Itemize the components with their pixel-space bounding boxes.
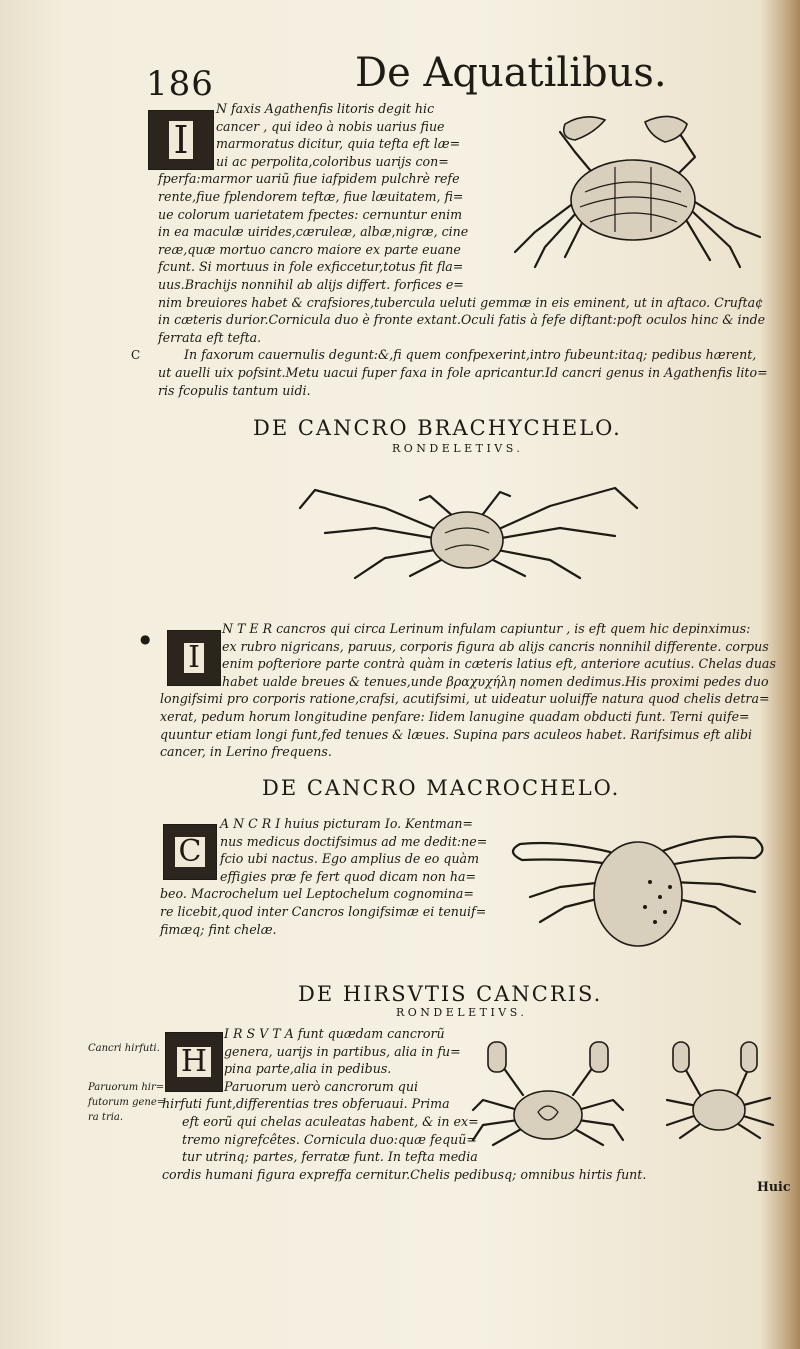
page-number: 186	[146, 64, 214, 104]
hirsute-crab-figure-1	[468, 1040, 628, 1150]
section3-text: A N C R I huius picturam Io. Kentman= nus medicus doctifsimus ad me dedit:ne= fcio ubi nactus. Ego amplius de eo quàm effigies præ fe fert quod dicam non ha= beo. Macrochelum uel Leptochelum cognomina= re licebit,quod inter Cancros longifsimæ ei tenuif= fimæq; fint chelæ.	[160, 816, 488, 937]
crab-brachychelus-figure	[295, 478, 640, 583]
subheading-rondeletius-1: RONDELETIVS.	[392, 442, 524, 455]
hirsute-crab-figure-2	[655, 1040, 780, 1140]
drop-cap-h: H	[165, 1032, 223, 1092]
running-head: De Aquatilibus.	[355, 50, 667, 96]
margin-note-3: futorum gene=	[88, 1097, 166, 1108]
margin-letter: C	[131, 348, 141, 362]
subheading-rondeletius-2: RONDELETIVS.	[396, 1006, 528, 1019]
section2-text: N T E R cancros qui circa Lerinum infulam capiuntur , is eft quem hic depinximus: ex rubro nigricans, paruus, corporis figura ab alijs cancris nonnihil differente. corpus enim pofteriore parte contrà quàm in cæteris latius eft, anteriore acutius. Chelas duas habet ualde breues & tenues,unde βραχυχήλη nomen dedimus.His proximi pedes duo longifsimi pro corporis ratione,crafsi, acutifsimi, ut uideatur uoluiffe natura quod chelis detra= xerat, pedum horum longitudine penfare: Iidem lanugine quadam obducti funt. Terni quife= quuntur etiam longi funt,fed tenues & læues. Supina pars aculeos habet. Rarifsimus eft alibi cancer, in Lerino frequens.	[160, 621, 776, 760]
margin-note-4: ra tria.	[88, 1112, 124, 1123]
drop-cap-i-2: I	[167, 630, 221, 686]
crab-marmoratus-figure	[505, 112, 770, 272]
margin-note-1: Cancri hirfuti.	[88, 1043, 160, 1054]
drop-cap-c: C	[163, 824, 217, 880]
section4-text: I R S V T A funt quædam cancrorũ genera, uarijs in partibus, alia in fu= pina parte,alia in pedibus. Paruorum uerò cancrorum qui hirfuti funt,differentias tres obferuaui. Prima eft eorũ qui chelas aculeatas habent, & in ex= tremo nigrefcêtes. Cornicula duo:quæ fequũ= tur utrinq; partes, ferratæ funt. In tefta media cordis humani figura expreffa cernitur.Chelis pedibusq; omnibus hirtis funt.	[162, 1026, 647, 1182]
heading-macrochelo: DE CANCRO MACROCHELO.	[262, 776, 621, 800]
catchword: Huic	[757, 1179, 791, 1194]
section1-text: N faxis Agathenfis litoris degit hic cancer , qui ideo à nobis uarius fiue marmoratus dicitur, quia tefta eft læ= ui ac perpolita,coloribus uarijs con= fperfa:marmor uariũ fiue iafpidem pulchrè refe rente,fiue fplendorem teftæ, fiue læuitatem, fi= ue colorum uarietatem fpectes: cernuntur enim in ea maculæ uirides,cæruleæ, albæ,nigræ, cine reæ,quæ mortuo cancro maiore ex parte euane fcunt. Si mortuus in fole exficcetur,totus fit fla= uus.Brachijs nonnihil ab alijs differt. forfices e= nim breuiores habet & crafsiores,tubercula ueluti gemmæ in eis eminent, ut in aftaco. Crufta¢ in cæteris durior.Cornicula duo è fronte extant.Oculi fatis à fefe diftant:poft oculos hinc & inde ferrata eft tefta. In faxorum cauernulis degunt:&,fi quem confpexerint,intro fubeunt:itaq; pedibus hærent, ut auelli uix pofsint.Metu uacui fuper faxa in fole apricantur.Id cancri genus in Agathenfis lito= ris fcopulis tantum uidi.	[158, 101, 768, 398]
heading-brachychelo: DE CANCRO BRACHYCHELO.	[253, 416, 622, 440]
margin-note-2: Paruorum hir=	[88, 1082, 165, 1093]
drop-cap-i: I	[148, 110, 214, 170]
crab-macrochelus-figure	[500, 812, 772, 960]
heading-hirsutis: DE HIRSVTIS CANCRIS.	[298, 982, 603, 1006]
margin-mark: ●	[140, 632, 151, 646]
